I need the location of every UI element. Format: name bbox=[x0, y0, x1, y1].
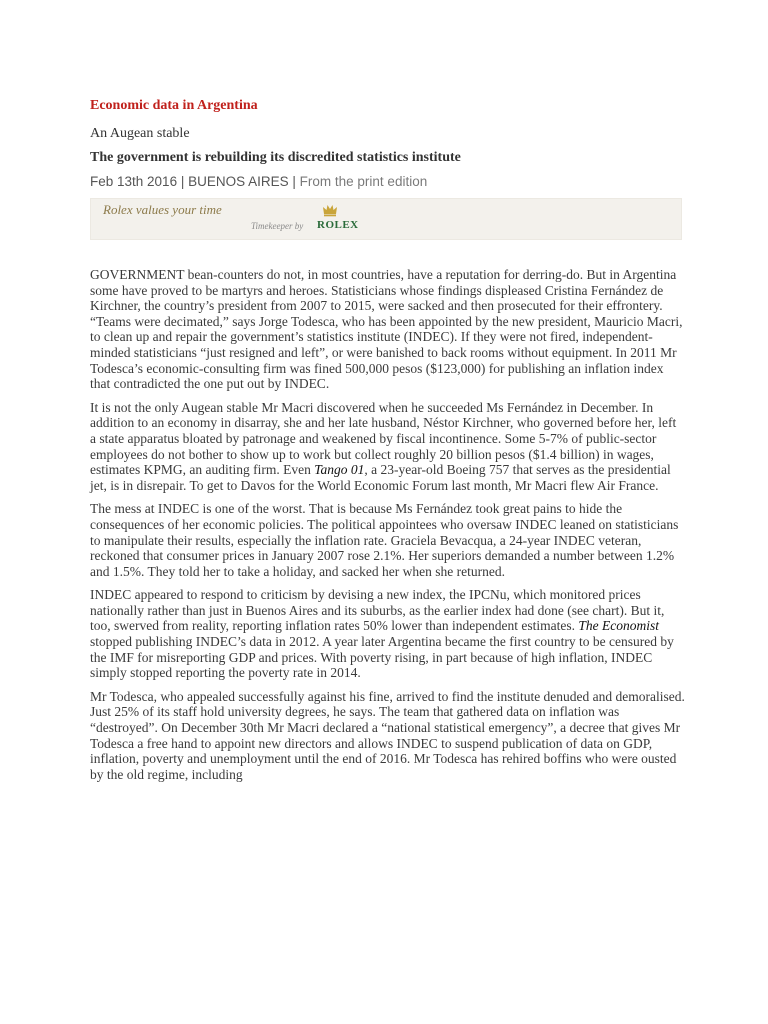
article-flytitle: Economic data in Argentina bbox=[90, 98, 258, 113]
paragraph-text: The mess at INDEC is one of the worst. That is because Ms Fernández took great pains to hide the consequences of her economic policies. The political appointees who oversaw INDEC leaned on statisticians to manipulate their results, especially the inflation rate. Graciela Bevacqua, a 24-year INDEC veteran, reckoned that consumer prices in January 2007 rose 2.1%. Her superiors demanded a number between 1.2% and 1.5%. They told her to take a holiday, and sacked her when she returned. bbox=[90, 501, 679, 579]
crown-icon bbox=[322, 203, 338, 217]
article-paragraph bbox=[90, 501, 685, 579]
dateline-separator: | bbox=[177, 174, 189, 189]
article-paragraph bbox=[90, 587, 685, 681]
dateline-location: BUENOS AIRES bbox=[188, 174, 289, 189]
rolex-ad-banner[interactable] bbox=[90, 198, 682, 240]
ad-keeper-text: Timekeeper by bbox=[251, 221, 304, 231]
paragraph-text: stopped publishing INDEC’s data in 2012. A year later Argentina became the first country to be censured by the IMF for misreporting GDP and prices. With poverty rising, in part because of high inflation, INDEC simply stopped reporting the poverty rate in 2014. bbox=[90, 634, 674, 681]
dateline-separator: | bbox=[288, 174, 300, 189]
italic-title-text: Tango 01 bbox=[314, 462, 365, 478]
article-dateline bbox=[90, 172, 685, 192]
article-headline: An Augean stable bbox=[90, 126, 190, 141]
article-paragraph bbox=[90, 689, 685, 783]
article-paragraph bbox=[90, 267, 685, 392]
paragraph-text: , a 23-year-old Boeing 757 that serves as the presidential jet, is in disrepair. To get to Davos for the World Economic Forum last month, Mr Macri flew Air France. bbox=[90, 462, 671, 493]
paragraph-text: It is not the only Augean stable Mr Macri discovered when he succeeded Ms Fernández in December. In addition to an economy in disarray, she and her late husband, Néstor Kirchner, who governed before her, left a state apparatus bloated by patronage and weakened by fiscal incontinence. Some 5-7% of public-sector employees do not bother to show up to work but collect roughly 20 billion pesos ($1.4 billion) in wages, estimates KPMG, an auditing firm. Even bbox=[90, 399, 677, 478]
article-rubric: The government is rebuilding its discredited statistics institute bbox=[90, 150, 461, 165]
dateline-date: Feb 13th 2016 bbox=[90, 174, 178, 189]
print-edition-link[interactable]: From the print edition bbox=[299, 174, 428, 189]
ad-tagline: Rolex values your time bbox=[103, 202, 222, 217]
ad-brand-logo: ROLEX bbox=[317, 219, 359, 231]
article-page bbox=[90, 96, 685, 790]
paragraph-text: Mr Todesca, who appealed successfully against his fine, arrived to find the institute denuded and demoralised. Just 25% of its staff hold university degrees, he says. The team that gathered data on inflation was “destroyed”. On December 30th Mr Macri declared a “national statistical emergency”, a decree that gives Mr Todesca a free hand to appoint new directors and allows INDEC to suspend publication of data on GDP, inflation, poverty and unemployment until the end of 2016. Mr Todesca has rehired boffins who were ousted by the old regime, including bbox=[90, 688, 685, 782]
paragraph-text: GOVERNMENT bean-counters do not, in most countries, have a reputation for derring-do. But in Argentina some have proved to be martyrs and heroes. Statisticians whose findings displeased Cristina Fernández de Kirchner, the country’s president from 2007 to 2015, were sacked and then prosecuted for their effrontery. “Teams were decimated,” says Jorge Todesca, who has been appointed by the new president, Mauricio Macri, to clean up and repair the government’s statistics institute (INDEC). If they were not fired, independent-minded statisticians “just resigned and left”, or were banished to back rooms without equipment. In 2011 Mr Todesca’s economic-consulting firm was fined 500,000 pesos ($123,000) for publishing an inflation index that contradicted the one put out by INDEC. bbox=[90, 267, 683, 392]
article-paragraph bbox=[90, 400, 685, 494]
article-body bbox=[90, 267, 685, 782]
paragraph-text: INDEC appeared to respond to criticism by devising a new index, the IPCNu, which monitored prices nationally rather than just in Buenos Aires and its suburbs, as the earlier index had done (see chart). But it, too, swerved from reality, reporting inflation rates 50% lower than independent estimates. bbox=[90, 587, 665, 634]
italic-title-text: The Economist bbox=[578, 618, 659, 634]
